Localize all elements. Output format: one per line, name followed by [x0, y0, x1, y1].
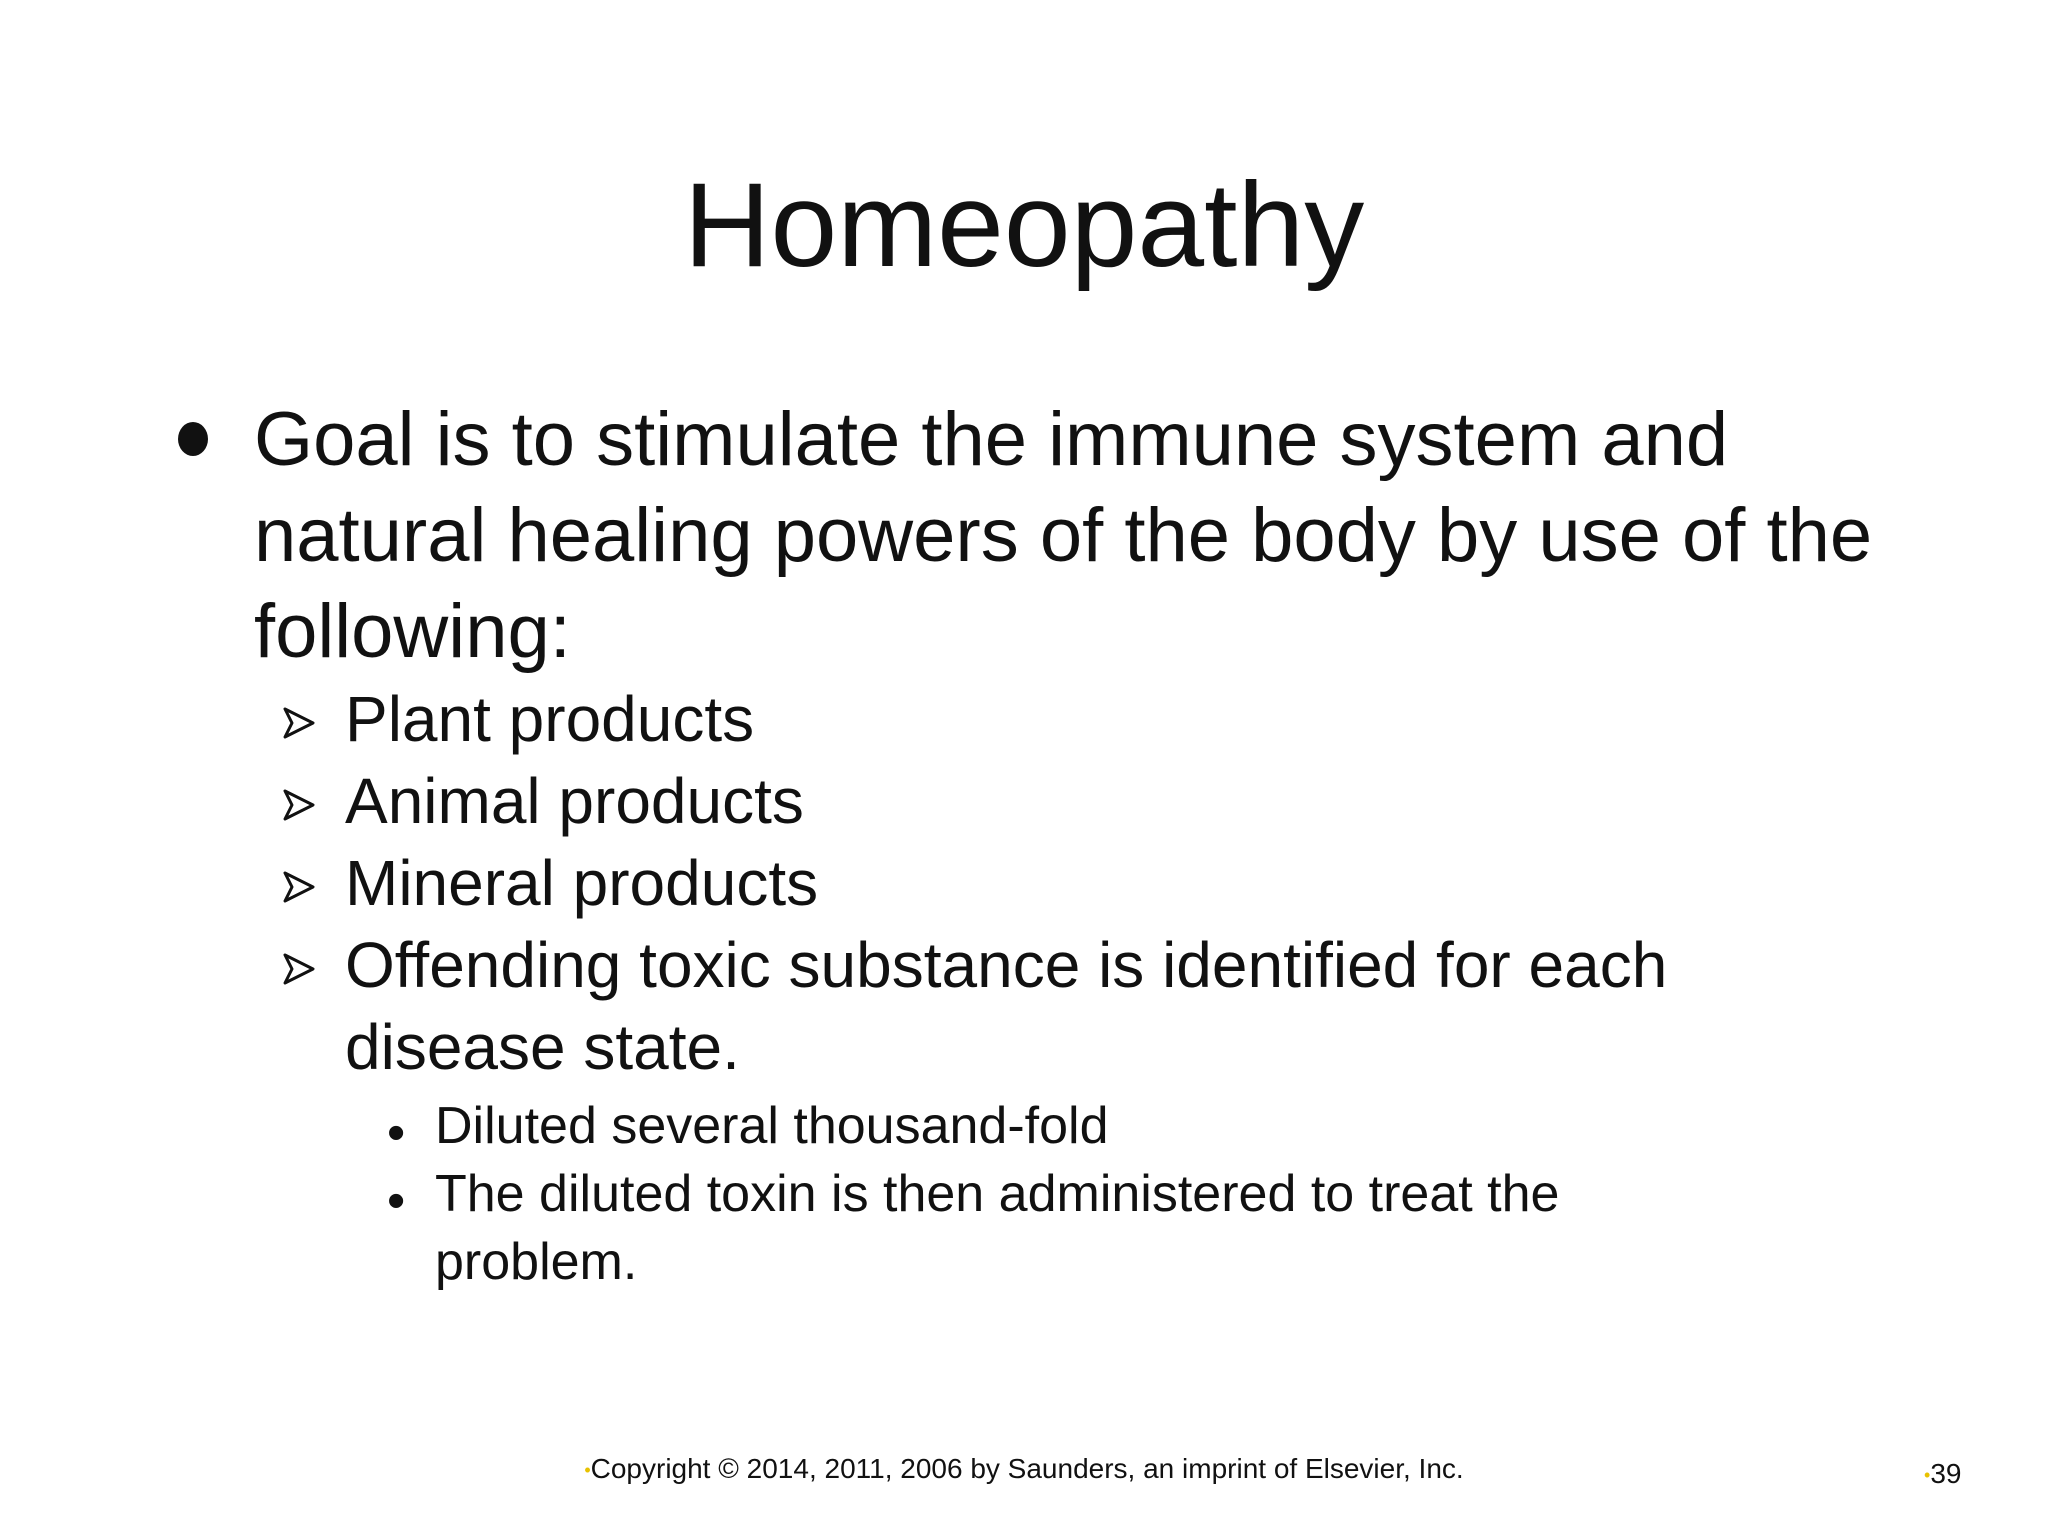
footer-dot-icon: • [1924, 1465, 1931, 1485]
sub-item-list [0, 678, 2048, 1088]
arrowhead-bullet-icon [282, 870, 316, 904]
sub-item [0, 678, 2048, 760]
sub-item-text: Offending toxic substance is identified for each disease state. [345, 929, 1668, 1083]
sub-item [0, 842, 2048, 924]
small-dot-bullet-icon: • [387, 1172, 406, 1230]
main-bullet-text: Goal is to stimulate the immune system and natural healing powers of the body by use of the following: [254, 397, 1873, 674]
copyright-text: Copyright © 2014, 2011, 2006 by Saunders, an imprint of Elsevier, Inc. [590, 1453, 1464, 1484]
sub-sub-item-text: The diluted toxin is then administered to treat the problem. [435, 1165, 1560, 1291]
slide-content [0, 392, 2048, 1296]
sub-item [0, 924, 2048, 1088]
sub-item-text: Animal products [345, 765, 804, 837]
sub-sub-item-list [0, 1092, 2048, 1296]
sub-item-text: Mineral products [345, 847, 819, 919]
sub-item-text: Plant products [345, 683, 755, 755]
sub-sub-item [0, 1092, 2048, 1160]
page-number [1924, 1457, 1961, 1492]
slide-title: Homeopathy [683, 158, 1365, 292]
small-dot-bullet-icon: • [387, 1104, 406, 1162]
filled-circle-bullet-icon [178, 422, 208, 456]
arrowhead-bullet-icon [282, 952, 316, 986]
copyright-footer [0, 1452, 2048, 1487]
main-bullet [0, 392, 2048, 680]
page-number-text: 39 [1930, 1458, 1962, 1489]
arrowhead-bullet-icon [282, 706, 316, 740]
sub-sub-item-text: Diluted several thousand-fold [435, 1097, 1109, 1155]
footer-dot-icon: • [584, 1460, 591, 1480]
sub-item [0, 760, 2048, 842]
arrowhead-bullet-icon [282, 788, 316, 822]
sub-sub-item [0, 1160, 2048, 1296]
